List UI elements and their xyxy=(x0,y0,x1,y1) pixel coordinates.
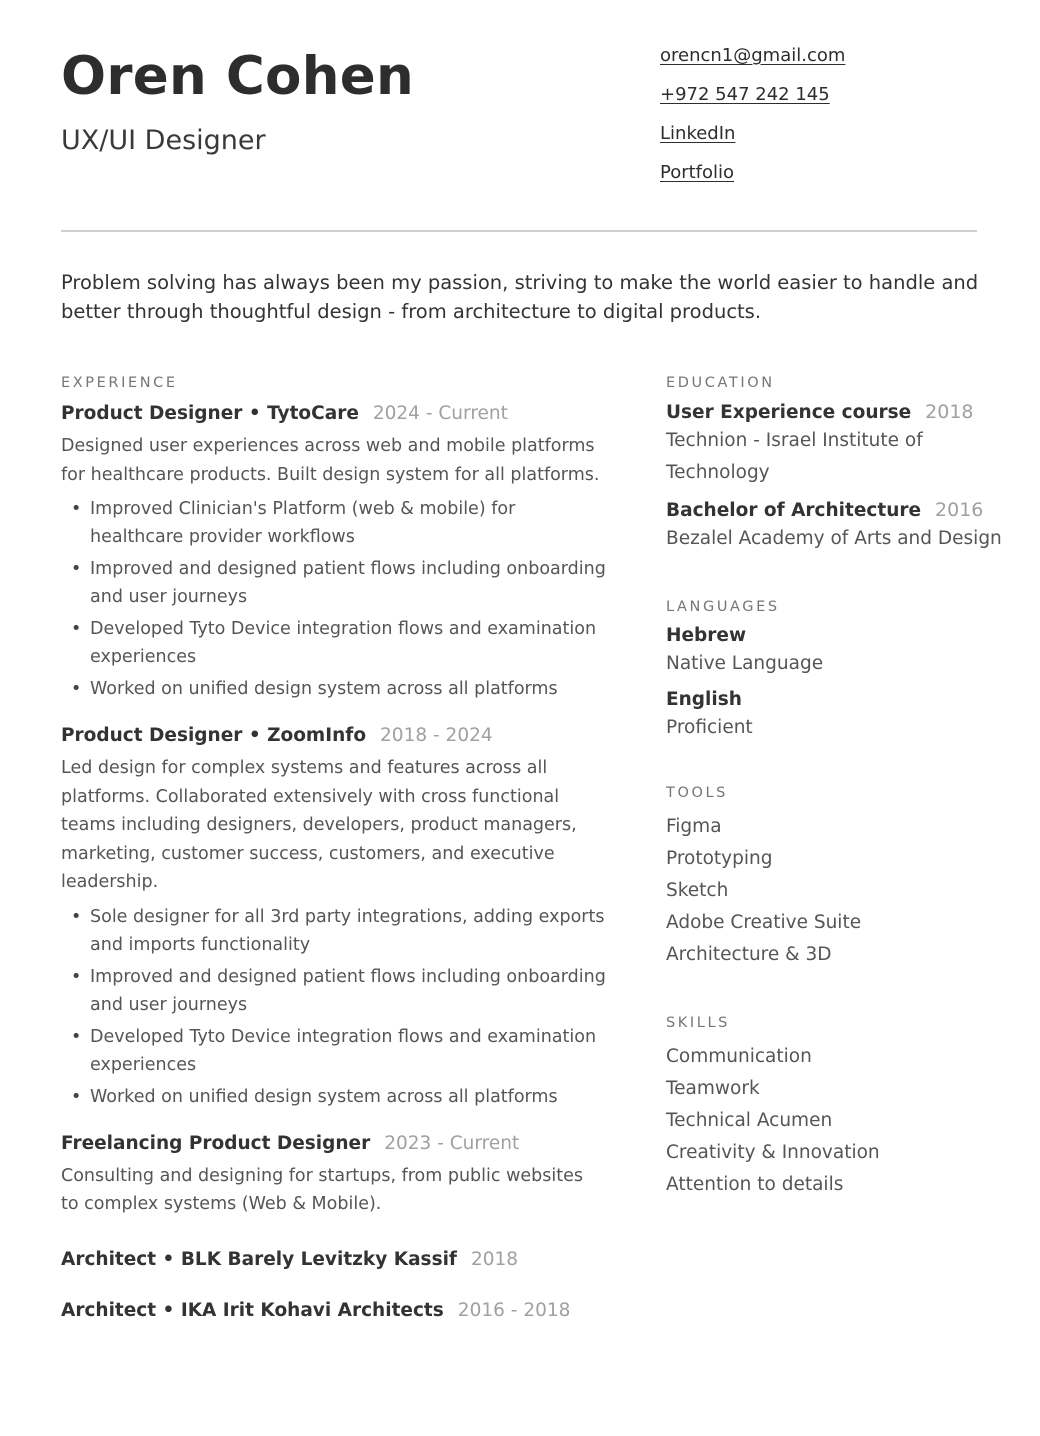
job-header xyxy=(61,1249,606,1270)
job-header xyxy=(61,403,606,424)
list-item: • Worked on unified design system across all platforms xyxy=(61,1083,606,1111)
job-dates: 2016 - 2018 xyxy=(457,1299,571,1321)
job-header xyxy=(61,725,606,746)
job-dates: 2018 - 2024 xyxy=(380,725,493,746)
list-item: • Sole designer for all 3rd party integrations, adding exports and imports functionality xyxy=(61,903,606,959)
education-school: Bezalel Academy of Arts and Design xyxy=(666,528,1002,549)
job-description: Designed user experiences across web and mobile platforms for healthcare products. Built design system for all platforms. xyxy=(61,436,600,485)
job-entry xyxy=(61,1249,606,1270)
list-item: • Developed Tyto Device integration flows and examination experiences xyxy=(61,1023,606,1079)
linkedin-link[interactable]: LinkedIn xyxy=(660,123,736,144)
list-item: • Worked on unified design system across all platforms xyxy=(61,675,606,703)
education-header xyxy=(666,499,1006,521)
list-item: Adobe Creative Suite xyxy=(666,912,862,933)
tools-heading: TOOLS xyxy=(666,785,728,801)
list-item: Creativity & Innovation xyxy=(666,1142,880,1163)
language-level: Proficient xyxy=(666,717,753,738)
job-title: Freelancing Product Designer xyxy=(61,1132,371,1154)
job-title: Product Designer • ZoomInfo xyxy=(61,725,367,746)
candidate-role: UX/UI Designer xyxy=(61,125,266,156)
list-item: Communication xyxy=(666,1046,812,1067)
list-item: Technical Acumen xyxy=(666,1110,833,1131)
experience-column xyxy=(61,375,606,1321)
education-year: 2018 xyxy=(925,401,974,423)
job-bullets xyxy=(61,903,606,1111)
list-item: Figma xyxy=(666,816,722,837)
tools-list xyxy=(666,811,1006,971)
job-title: Architect • BLK Barely Levitzky Kassif xyxy=(61,1248,457,1270)
experience-heading: EXPERIENCE xyxy=(61,375,178,391)
language-level: Native Language xyxy=(666,653,824,674)
education-school: Technion - Israel Institute of Technology xyxy=(666,430,923,483)
job-description: Led design for complex systems and features across all platforms. Collaborated extensively with cross functional teams including designers, developers, product managers, marketing, customer success, customers, and executive leadership. xyxy=(61,758,577,892)
language-name: English xyxy=(666,689,742,710)
education-degree: User Experience course xyxy=(666,402,912,423)
job-dates: 2023 - Current xyxy=(384,1132,520,1154)
job-header xyxy=(61,1133,606,1154)
list-item: Prototyping xyxy=(666,848,773,869)
job-entry xyxy=(61,1300,606,1321)
job-entry xyxy=(61,725,606,1111)
education-heading: EDUCATION xyxy=(666,375,775,391)
portfolio-link[interactable]: Portfolio xyxy=(660,162,735,183)
list-item: Sketch xyxy=(666,880,729,901)
skills-list xyxy=(666,1041,1006,1201)
sidebar-column xyxy=(666,375,1006,1201)
list-item: Attention to details xyxy=(666,1174,844,1195)
education-entry xyxy=(666,499,1006,555)
education-degree: Bachelor of Architecture xyxy=(666,500,922,521)
contact-links xyxy=(660,44,845,185)
list-item: • Developed Tyto Device integration flows and examination experiences xyxy=(61,615,606,671)
candidate-name: Oren Cohen xyxy=(61,46,415,107)
job-bullets xyxy=(61,495,606,703)
job-description: Consulting and designing for startups, from public websites to complex systems (Web & Mobile). xyxy=(61,1165,583,1214)
list-item: Architecture & 3D xyxy=(666,944,832,965)
job-dates: 2018 xyxy=(470,1248,519,1270)
job-entry xyxy=(61,403,606,703)
education-year: 2016 xyxy=(935,499,984,521)
languages-heading: LANGUAGES xyxy=(666,599,780,615)
header-divider xyxy=(61,230,977,232)
list-item: • Improved and designed patient flows including onboarding and user journeys xyxy=(61,555,606,611)
job-entry xyxy=(61,1133,606,1219)
email-link[interactable]: orencn1@gmail.com xyxy=(660,45,846,66)
list-item: Teamwork xyxy=(666,1078,760,1099)
education-header xyxy=(666,401,1006,423)
job-title: Architect • IKA Irit Kohavi Architects xyxy=(61,1299,444,1321)
skills-heading: SKILLS xyxy=(666,1015,730,1031)
job-header xyxy=(61,1300,606,1321)
job-title: Product Designer • TytoCare xyxy=(61,403,359,424)
list-item: • Improved Clinician's Platform (web & mobile) for healthcare provider workflows xyxy=(61,495,606,551)
language-name: Hebrew xyxy=(666,625,747,646)
job-dates: 2024 - Current xyxy=(372,403,508,424)
education-entry xyxy=(666,401,1006,489)
summary-text: Problem solving has always been my passion, striving to make the world easier to handle and better through thoughtful design - from architecture to digital products. xyxy=(61,271,979,323)
list-item: • Improved and designed patient flows including onboarding and user journeys xyxy=(61,963,606,1019)
phone-link[interactable]: +972 547 242 145 xyxy=(660,84,830,105)
